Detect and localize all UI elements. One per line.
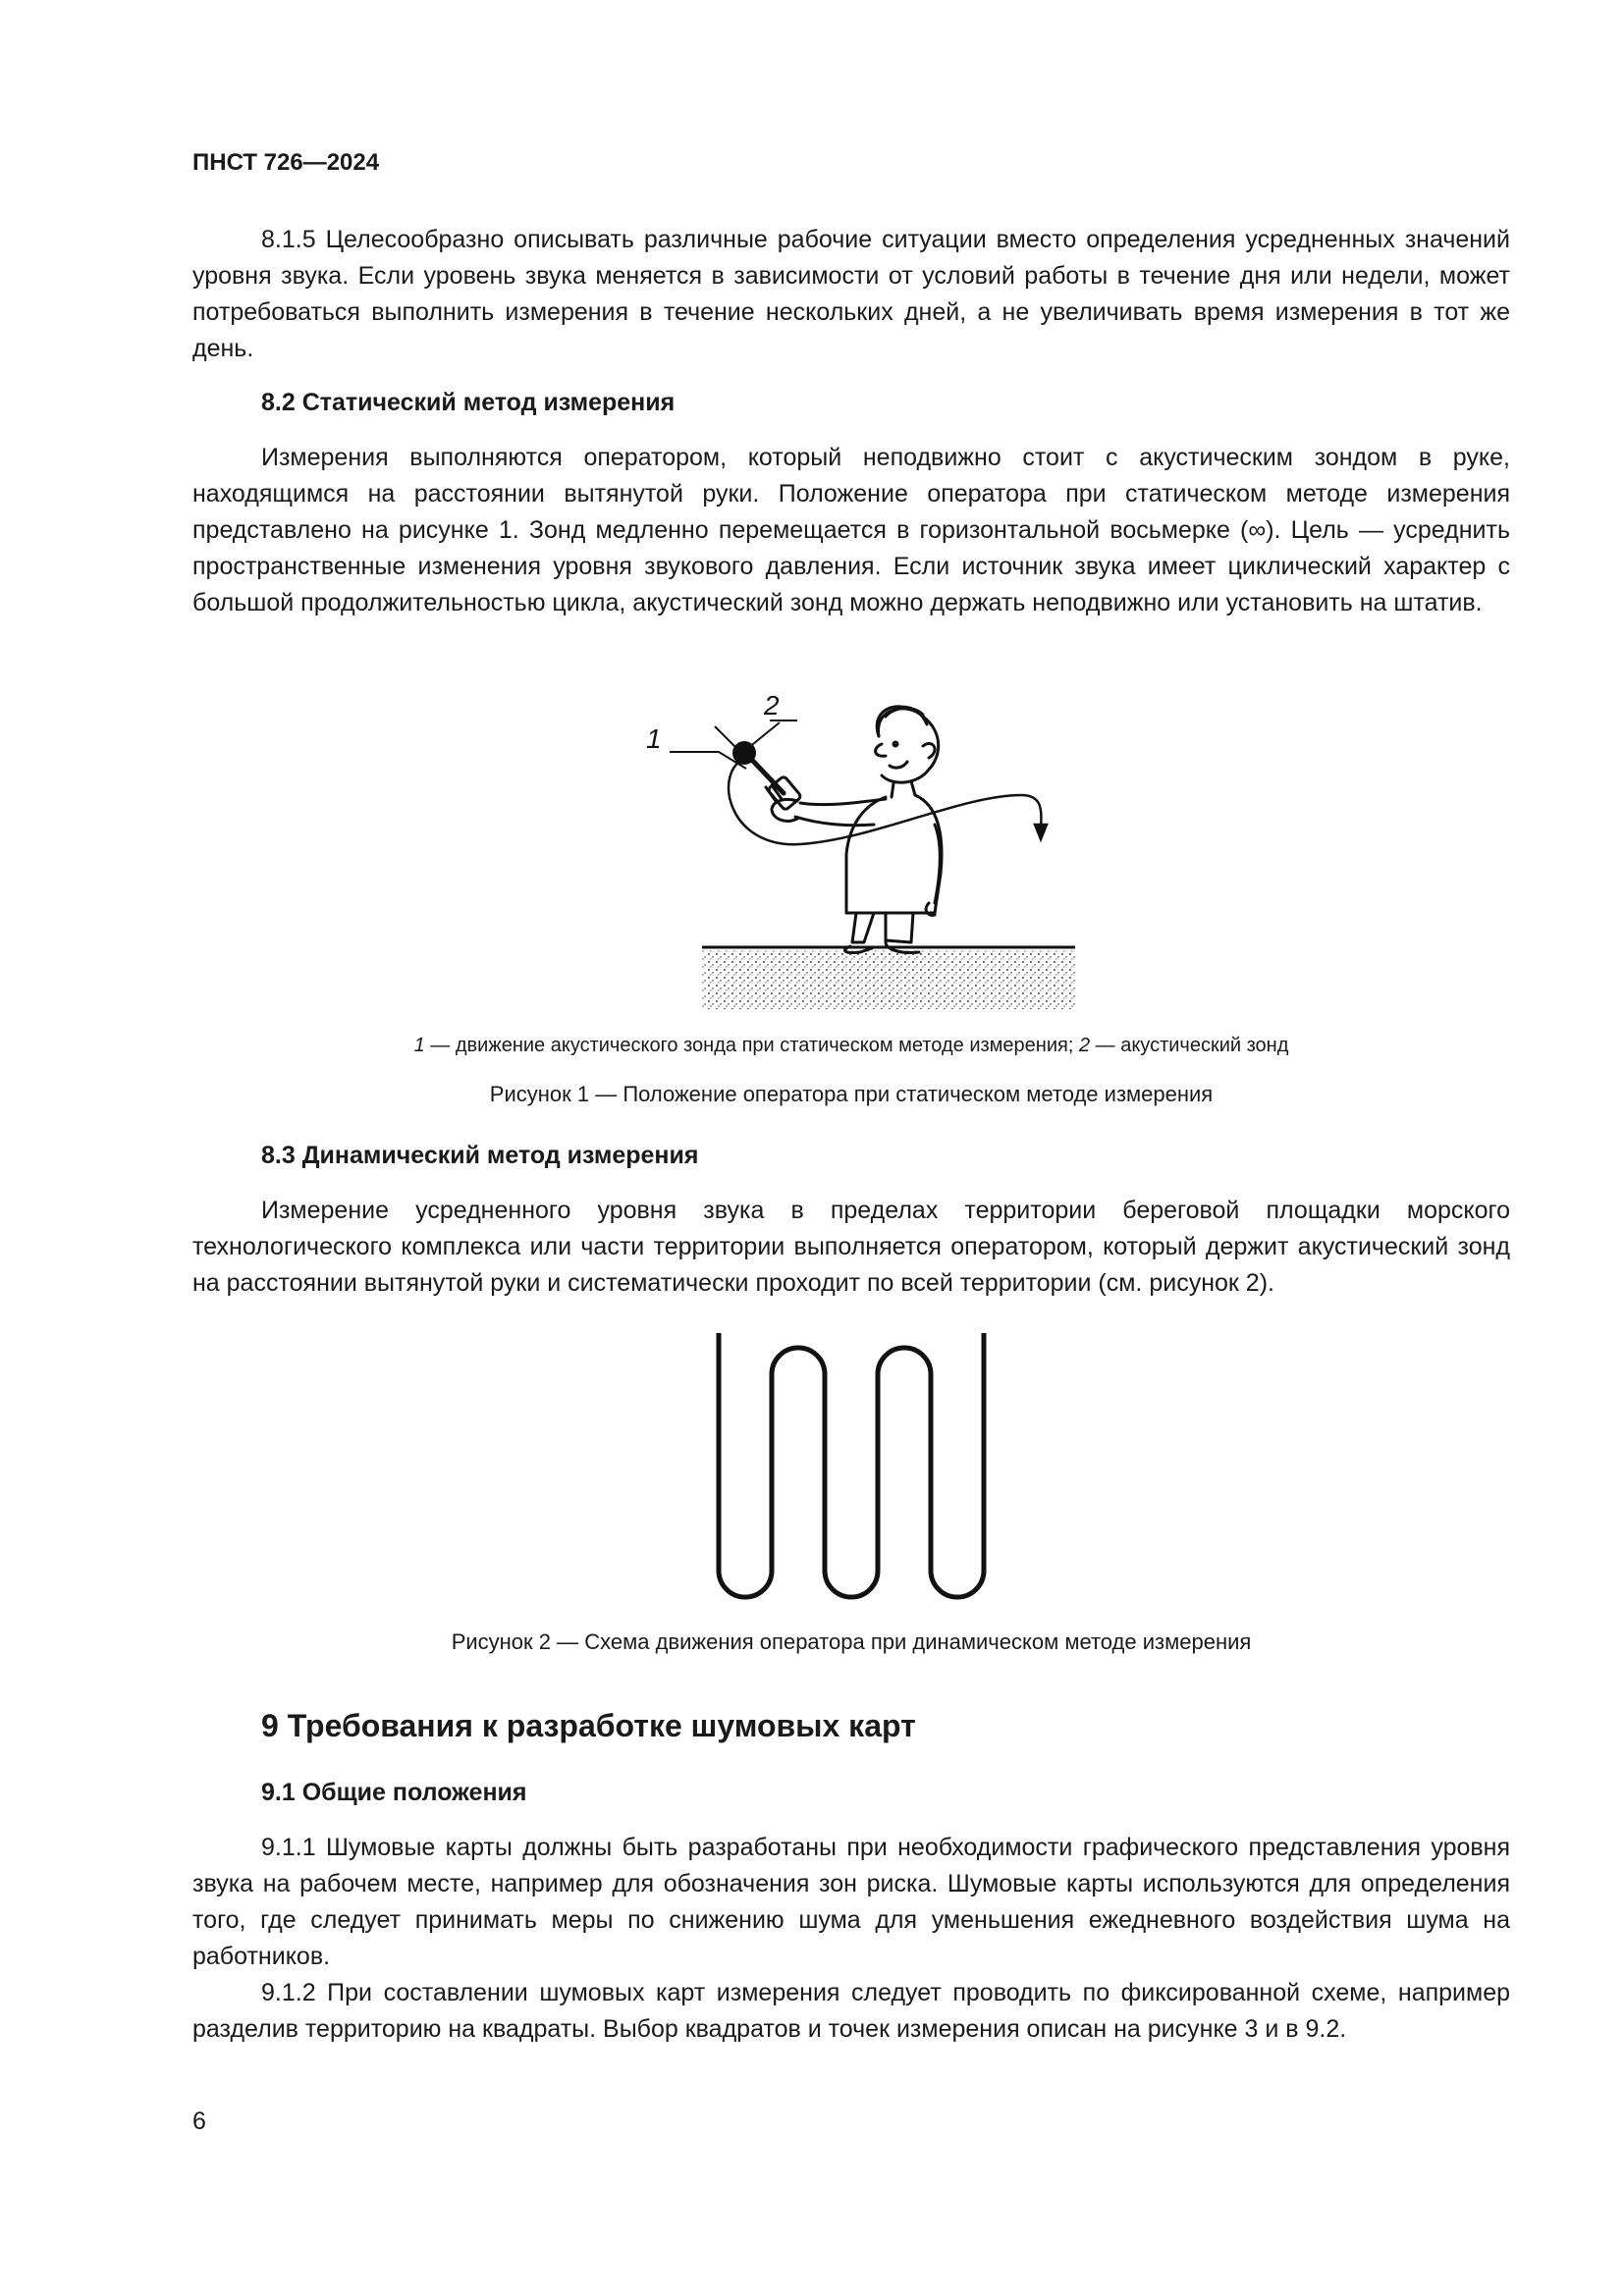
- figure-1-caption: Рисунок 1 — Положение оператора при статическом методе измерения: [489, 1082, 1214, 1106]
- document-id: ПНСТ 726—2024: [192, 149, 380, 176]
- legend-number-2: 2: [1078, 1035, 1091, 1056]
- figure-1-label-2: 2: [764, 690, 780, 721]
- heading-9-1: 9.1 Общие положения: [261, 1779, 527, 1806]
- page-number: 6: [192, 2108, 206, 2135]
- heading-8-2: 8.2 Статический метод измерения: [261, 389, 676, 416]
- paragraph-9-1-1: 9.1.1 Шумовые карты должны быть разработаны при необходимости графического представления уровня звука на рабочем месте, например для обозначения зон риска. Шумовые карты используются для определения того, где следует принимать меры по снижению шума для уменьшения ежедневного воздействия шума на работников.: [192, 1834, 1510, 1970]
- label-2-leader: [748, 722, 780, 748]
- figure-2-caption: Рисунок 2 — Схема движения оператора при динамическом методе измерения: [451, 1629, 1252, 1654]
- figure-1-legend: [192, 1035, 1510, 1057]
- heading-8-3: 8.3 Динамический метод измерения: [261, 1142, 699, 1169]
- paragraph-8-1-5: 8.1.5 Целесообразно описывать различные рабочие ситуации вместо определения усредненных значений уровня звука. Если уровень звука меняется в зависимости от условий работы в течение дня или недели, может потребоваться выполнить измерения в течение нескольких дней, а не увеличивать время измерения в тот же день.: [192, 226, 1510, 362]
- operator-figure: [748, 707, 942, 953]
- figure-1-label-1: 1: [646, 723, 662, 754]
- paragraph-8-3: Измерение усредненного уровня звука в пределах территории береговой площадки морского технологического комплекса или части территории выполняется оператором, который держит акустический зонд на расстоянии вытянутой руки и систематически проходит по всей территории (см. рисунок 2).: [192, 1197, 1510, 1297]
- figure-1-operator-static: [628, 677, 1090, 1021]
- legend-text-1: — движение акустического зонда при статическом методе измерения;: [424, 1035, 1079, 1056]
- legend-number-1: 1: [413, 1035, 425, 1056]
- paragraph-8-2: Измерения выполняются оператором, который неподвижно стоит с акустическим зондом в руке, находящимся на расстоянии вытянутой руки. Положение оператора при статическом методе измерения представлено на рисунке 1. Зонд медленно перемещается в горизонтальной восьмерке (∞). Цель — усреднить пространственные изменения уровня звукового давления. Если источник звука имеет циклический характер с большой продолжительностью цикла, акустический зонд можно держать неподвижно или установить на штатив.: [192, 444, 1510, 616]
- ground: [702, 947, 1075, 1009]
- paragraph-9-1-2: 9.1.2 При составлении шумовых карт измерения следует проводить по фиксированной схеме, например разделив территорию на квадраты. Выбор квадратов и точек измерения описан на рисунке 3 и в 9.2.: [192, 1979, 1510, 2043]
- legend-text-2: — акустический зонд: [1090, 1035, 1289, 1056]
- heading-section-9: 9 Требования к разработке шумовых карт: [261, 1708, 916, 1743]
- figure-2-serpentine-path: [707, 1325, 1011, 1620]
